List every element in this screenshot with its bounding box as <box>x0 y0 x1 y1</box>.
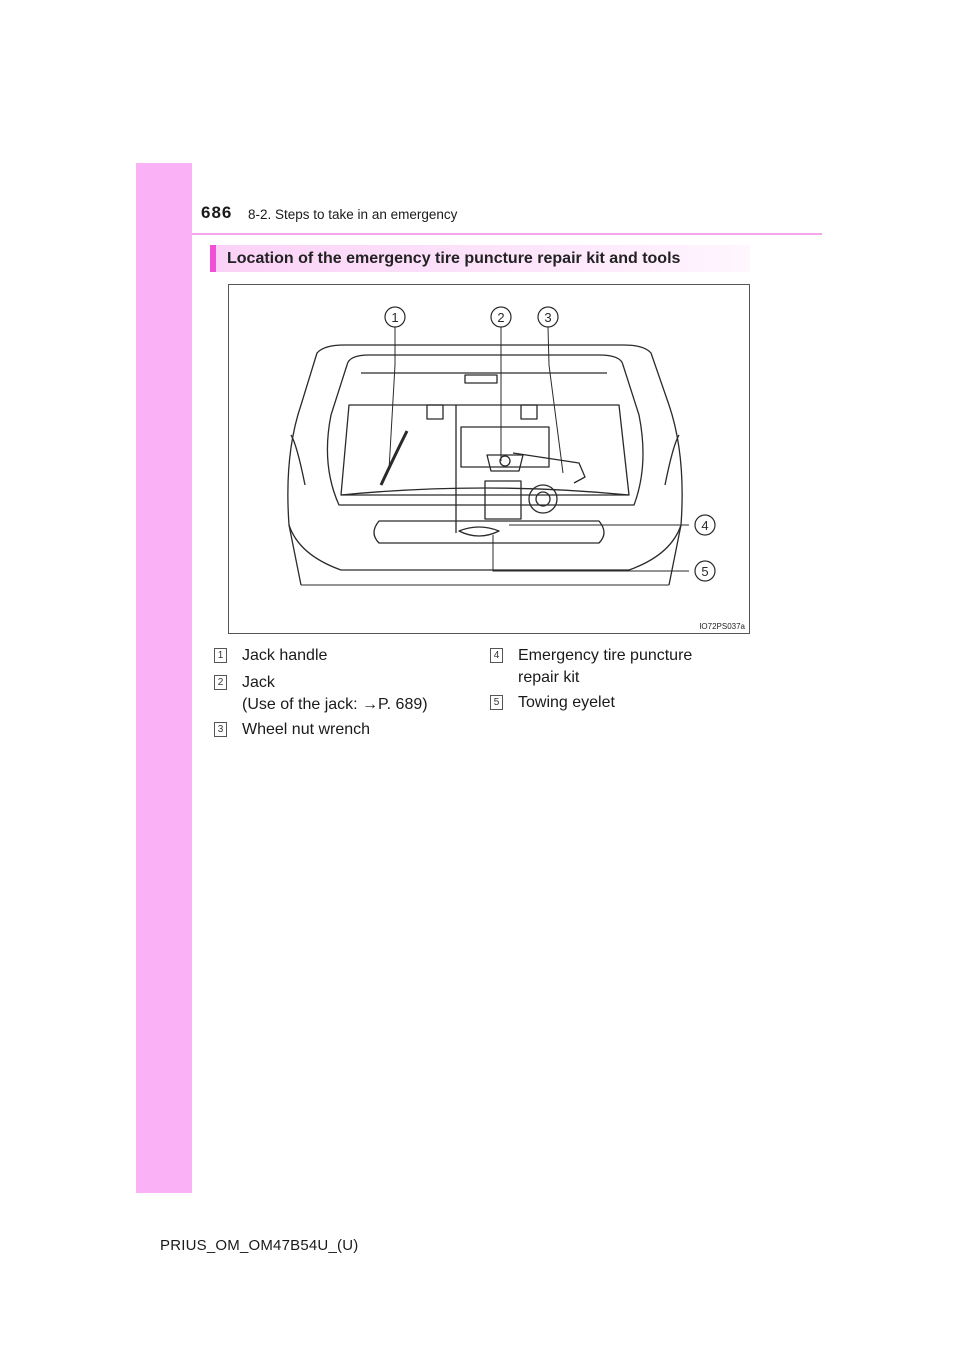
legend-line: Towing eyelet <box>518 694 615 711</box>
legend-line: repair kit <box>518 669 580 686</box>
legend-number: 1 <box>214 648 227 663</box>
chapter-title: 8-2. Steps to take in an emergency <box>248 207 458 222</box>
legend-text <box>518 692 615 714</box>
chapter-tab-band <box>136 163 192 1193</box>
callout-2 <box>491 307 511 327</box>
header-divider <box>192 233 822 235</box>
legend-number: 5 <box>490 695 503 710</box>
legend-line: Jack handle <box>242 647 328 664</box>
callout-markers <box>385 307 715 581</box>
callout-4 <box>695 515 715 535</box>
section-heading-text: Location of the emergency tire puncture repair kit and tools <box>227 250 681 267</box>
callout-4-label: 4 <box>701 518 709 533</box>
callout-3-label: 3 <box>544 310 552 325</box>
callout-5 <box>695 561 715 581</box>
legend-number: 4 <box>490 648 503 663</box>
document-id: PRIUS_OM_OM47B54U_(U) <box>160 1237 359 1254</box>
legend-line: Emergency tire puncture <box>518 647 693 664</box>
trunk-drawing <box>229 285 749 633</box>
legend-line: Jack <box>242 674 275 691</box>
legend-number: 2 <box>214 675 227 690</box>
legend-line: Wheel nut wrench <box>242 721 371 738</box>
legend-text <box>242 719 370 741</box>
legend-text <box>242 672 428 716</box>
callout-1 <box>385 307 405 327</box>
legend-line: (Use of the jack: →P. 689) <box>242 696 428 713</box>
legend-text <box>242 645 327 667</box>
callout-2-label: 2 <box>497 310 505 325</box>
callout-5-label: 5 <box>701 564 709 579</box>
callout-1-label: 1 <box>391 310 399 325</box>
trunk-illustration <box>228 284 750 634</box>
figure-code: IO72PS037a <box>699 622 745 631</box>
page-number: 686 <box>201 203 233 222</box>
callout-3 <box>538 307 558 327</box>
section-heading <box>210 245 750 272</box>
legend-number: 3 <box>214 722 227 737</box>
legend-text <box>518 645 692 689</box>
